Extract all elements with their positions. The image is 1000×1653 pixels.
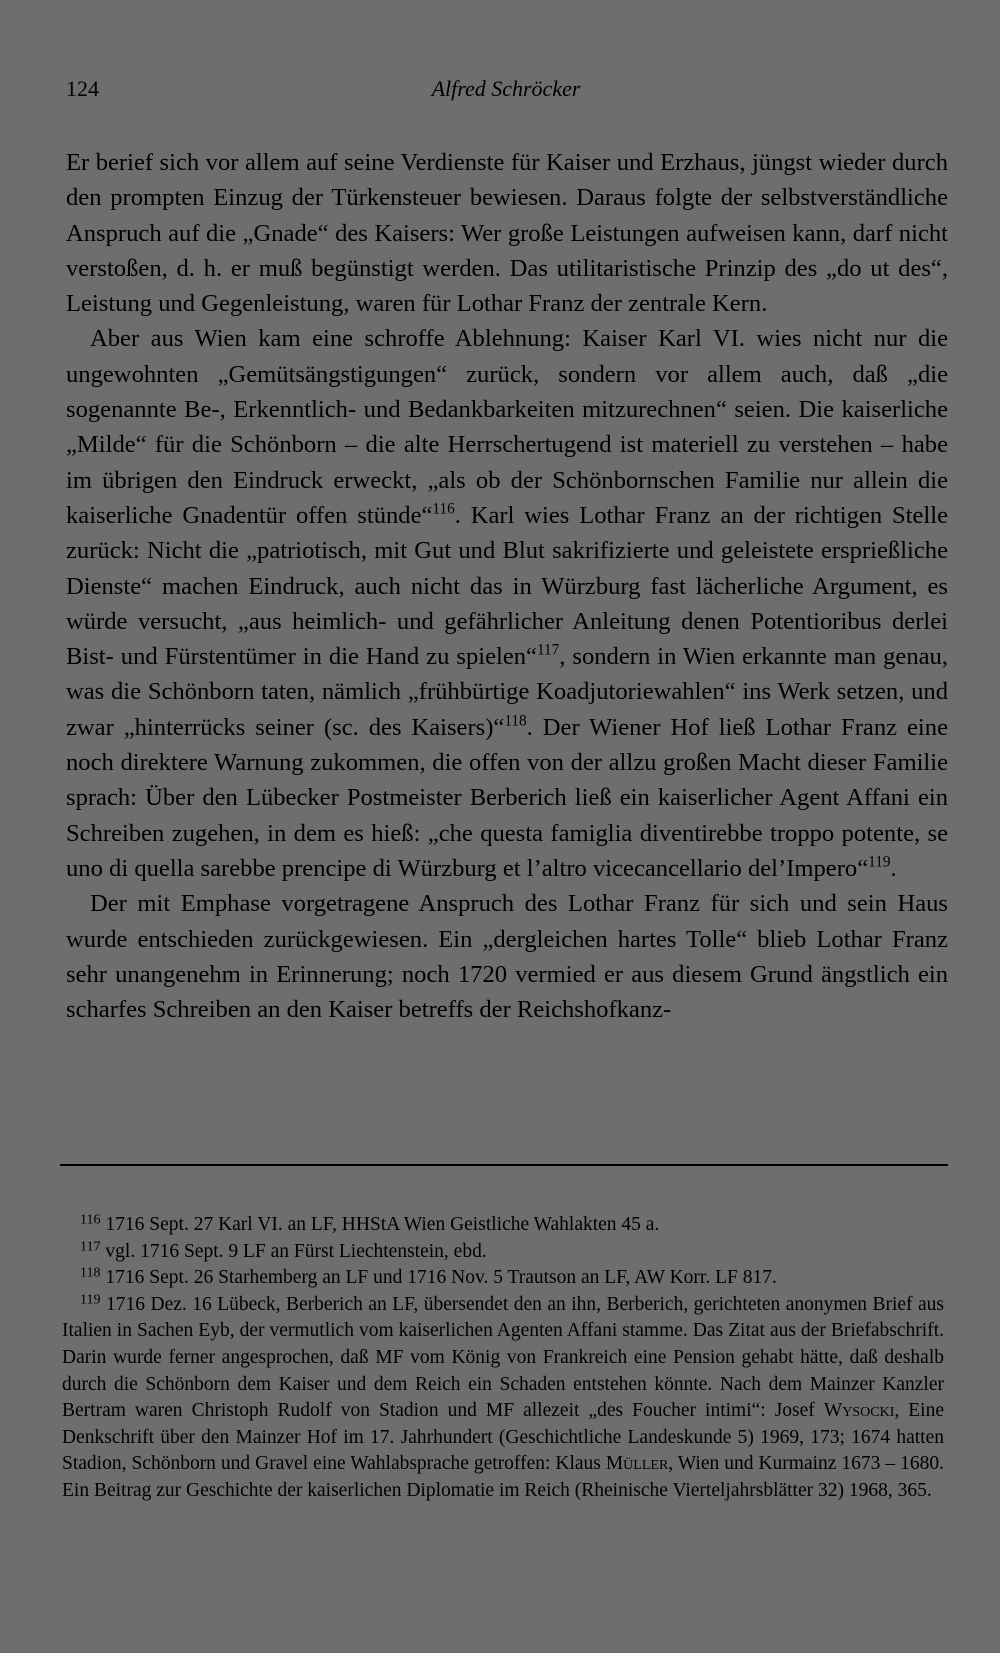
paragraph-2-part-a: Aber aus Wien kam eine schroffe Ablehnung: Kaiser Karl VI. wies nicht nur die ungewohnten „Gemütsängstigungen“ zurück, sondern vor allem auch, daß „die sogenannte Be-, Erkenntlich- und Bedankbarkeiten mitzurechnen“ seien. Die kaiserliche „Milde“ für die Schönborn – die alte Herrschertugend ist materiell zu verstehen – habe im übrigen den Eindruck erweckt, „als ob der Schönbornschen Familie nur allein die kaiserliche Gnadentür offen stünde“: [66, 325, 948, 529]
paragraph-2-part-e: .: [890, 854, 897, 882]
footnote-116: [62, 1212, 944, 1239]
footnote-text-c: , Wien und Kurmainz 1673 – 1680. Ein Beitrag zur Geschichte der kaiserlichen Diplomatie im Reich (Rheinische Vierteljahrsblätter 32) 1968, 365.: [62, 1453, 944, 1501]
footnote-divider: [60, 1164, 948, 1166]
author-name: Wysocki: [823, 1400, 895, 1422]
paragraph-2: [66, 321, 948, 886]
footnote-number: 117: [80, 1238, 101, 1255]
footnote-117: [62, 1239, 944, 1266]
page-number: 124: [66, 76, 99, 101]
author-name: Müller: [605, 1453, 669, 1475]
footnote-118: [62, 1265, 944, 1292]
footnote-text: vgl. 1716 Sept. 9 LF an Fürst Liechtenstein, ebd.: [105, 1240, 487, 1262]
footnote-text-a: 1716 Dez. 16 Lübeck, Berberich an LF, übersendet den an ihn, Berberich, gerichteten anonymen Brief aus Italien in Sachen Eyb, der vermutlich vom kaiserlichen Agenten Affani stamme. Das Zitat aus der Briefabschrift. Darin wurde ferner angesprochen, daß MF vom König von Frankreich eine Pension gehabt hätte, daß deshalb durch die Schönborn dem Kaiser und dem Reich ein Schaden entstehen könnte. Nach dem Mainzer Kanzler Bertram waren Christoph Rudolf von Stadion und MF allezeit „des Foucher intimi“: Josef: [62, 1293, 945, 1422]
paragraph-1: Er berief sich vor allem auf seine Verdienste für Kaiser und Erzhaus, jüngst wieder durch den prompten Einzug der Türkensteuer bewiesen. Daraus folgte der selbstverständliche Anspruch auf die „Gnade“ des Kaisers: Wer große Leistungen aufweisen kann, darf nicht verstoßen, d. h. er muß begünstigt werden. Das utilitaristische Prinzip des „do ut des“, Leistung und Gegenleistung, waren für Lothar Franz der zentrale Kern.: [66, 149, 948, 318]
footnote-text: 1716 Sept. 26 Starhemberg an LF und 1716 Nov. 5 Trautson an LF, AW Korr. LF 817.: [105, 1267, 777, 1289]
main-text: [66, 145, 948, 1027]
paragraph-2-part-c: , sondern in Wien erkannte man genau, was die Schönborn taten, nämlich „frühbürtige Koadjutoriewahlen“ ins Werk setzen, und zwar „hinterrücks seiner (sc. des Kaisers)“: [66, 643, 948, 741]
footnote-text: 1716 Sept. 27 Karl VI. an LF, HHStA Wien Geistliche Wahlakten 45 a.: [105, 1214, 660, 1235]
footnote-number: 119: [80, 1291, 101, 1308]
footnote-ref-119[interactable]: 119: [868, 853, 891, 871]
footnotes: [62, 1212, 944, 1505]
paragraph-2-part-d: . Der Wiener Hof ließ Lothar Franz eine noch direktere Warnung zukommen, die offen von der allzu großen Macht dieser Familie sprach: Über den Lübecker Postmeister Berberich ließ ein kaiserlicher Agent Affani ein Schreiben zugehen, in dem es hieß: „che questa famiglia diventirebbe troppo potente, se uno di quella sarebbe prencipe di Würzburg et l’altro vicecancellario del’Impero“: [66, 713, 948, 882]
footnote-ref-118[interactable]: 118: [504, 712, 527, 730]
footnote-number: 118: [80, 1264, 101, 1281]
footnote-119: [62, 1292, 944, 1505]
paragraph-3: Der mit Emphase vorgetragene Anspruch des Lothar Franz für sich und sein Haus wurde entschieden zurückgewiesen. Ein „dergleichen hartes Tolle“ blieb Lothar Franz sehr unangenehm in Erinnerung; noch 1720 vermied er aus diesem Grund ängstlich ein scharfes Schreiben an den Kaiser betreffs der Reichshofkanz-: [66, 890, 948, 1024]
page-header: [66, 76, 946, 110]
footnote-number: 116: [80, 1211, 101, 1228]
running-head: Alfred Schröcker: [431, 76, 581, 101]
footnote-ref-117[interactable]: 117: [536, 641, 560, 659]
footnote-ref-116[interactable]: 116: [432, 500, 455, 518]
paragraph-2-part-b: . Karl wies Lothar Franz an der richtigen Stelle zurück: Nicht die „patriotisch, mit Gut und Blut sakrifizierte und geleistete ersprießliche Dienste“ machen Eindruck, auch nicht das in Würzburg fast lächerliche Argument, es würde versucht, „aus heimlich- und gefährlicher Anleitung denen Potentioribus derlei Bist- und Fürstentümer in die Hand zu spielen“: [66, 501, 948, 671]
footnote-text-b: , Eine Denkschrift über den Mainzer Hof im 17. Jahrhundert (Geschichtliche Landeskunde 5) 1969, 173; 1674 hatten Stadion, Schönborn und Gravel eine Wahlabsprache getroffen: Klaus: [62, 1400, 944, 1475]
